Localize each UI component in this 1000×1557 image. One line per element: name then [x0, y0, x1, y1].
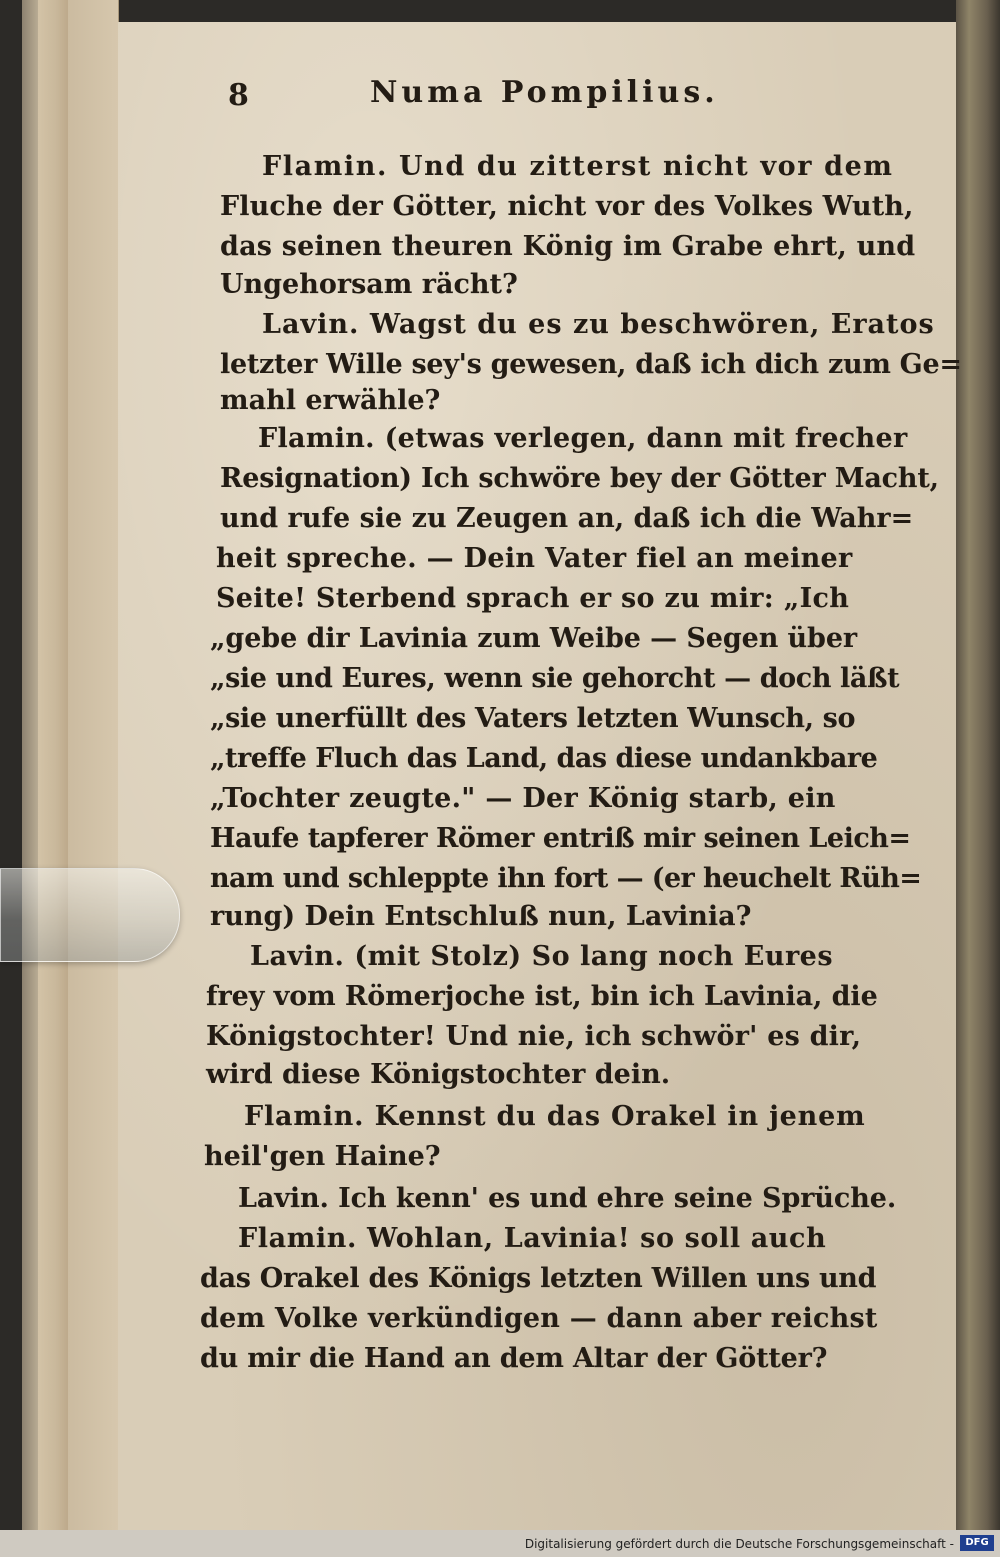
- page-number: 8: [228, 78, 249, 113]
- text-line: Lavin. (mit Stolz) So lang noch Eures: [250, 941, 834, 972]
- text-line: Flamin. Kennst du das Orakel in jenem: [244, 1101, 866, 1132]
- text-line: frey vom Römerjoche ist, bin ich Lavinia, die: [206, 981, 878, 1012]
- text-line: das seinen theuren König im Grabe ehrt, und: [220, 231, 916, 262]
- text-line: dem Volke verkündigen — dann aber reichst: [200, 1303, 878, 1334]
- text-line: du mir die Hand an dem Altar der Götter?: [200, 1343, 828, 1374]
- dfg-logo: DFG: [960, 1535, 994, 1551]
- text-line: „treffe Fluch das Land, das diese undankbare: [210, 743, 878, 774]
- text-line: Lavin. Ich kenn' es und ehre seine Sprüche.: [238, 1183, 897, 1214]
- text-line: heil'gen Haine?: [204, 1141, 441, 1172]
- text-line: Flamin. Und du zitterst nicht vor dem: [262, 151, 894, 182]
- text-line: „Tochter zeugte." — Der König starb, ein: [210, 783, 836, 814]
- text-line: Flamin. (etwas verlegen, dann mit frecher: [258, 423, 908, 454]
- book-gutter: [956, 0, 1000, 1530]
- text-line: Königstochter! Und nie, ich schwör' es dir,: [206, 1021, 862, 1052]
- text-line: das Orakel des Königs letzten Willen uns und: [200, 1263, 877, 1294]
- text-line: Seite! Sterbend sprach er so zu mir: „Ich: [216, 583, 850, 614]
- text-line: „sie unerfüllt des Vaters letzten Wunsch, so: [210, 703, 856, 734]
- text-line: heit spreche. — Dein Vater fiel an meiner: [216, 543, 853, 574]
- text-line: und rufe sie zu Zeugen an, daß ich die Wahr=: [220, 503, 914, 534]
- text-line: Fluche der Götter, nicht vor des Volkes Wuth,: [220, 191, 914, 222]
- text-line: mahl erwähle?: [220, 385, 441, 416]
- text-line: Lavin. Wagst du es zu beschwören, Eratos: [262, 309, 935, 340]
- running-title: Numa Pompilius.: [370, 75, 719, 110]
- text-line: „gebe dir Lavinia zum Weibe — Segen über: [210, 623, 858, 654]
- text-line: wird diese Königstochter dein.: [206, 1059, 671, 1090]
- page-edge: [68, 0, 119, 1530]
- text-line: Ungehorsam rächt?: [220, 269, 518, 300]
- text-line: Flamin. Wohlan, Lavinia! so soll auch: [238, 1223, 827, 1254]
- glass-page-holder: [0, 868, 180, 962]
- text-line: nam und schleppte ihn fort — (er heuchelt Rüh=: [210, 863, 922, 894]
- funding-credit: Digitalisierung gefördert durch die Deutsche Forschungsgemeinschaft -: [524, 1537, 954, 1551]
- text-line: rung) Dein Entschluß nun, Lavinia?: [210, 901, 752, 932]
- text-line: „sie und Eures, wenn sie gehorcht — doch läßt: [210, 663, 900, 694]
- text-line: letzter Wille sey's gewesen, daß ich dich zum Ge=: [220, 349, 962, 380]
- page-edge: [22, 0, 38, 1530]
- text-line: Resignation) Ich schwöre bey der Götter Macht,: [220, 463, 939, 494]
- text-line: Haufe tapferer Römer entriß mir seinen Leich=: [210, 823, 911, 854]
- footer-bar: [0, 1530, 1000, 1557]
- page-edge: [38, 0, 68, 1530]
